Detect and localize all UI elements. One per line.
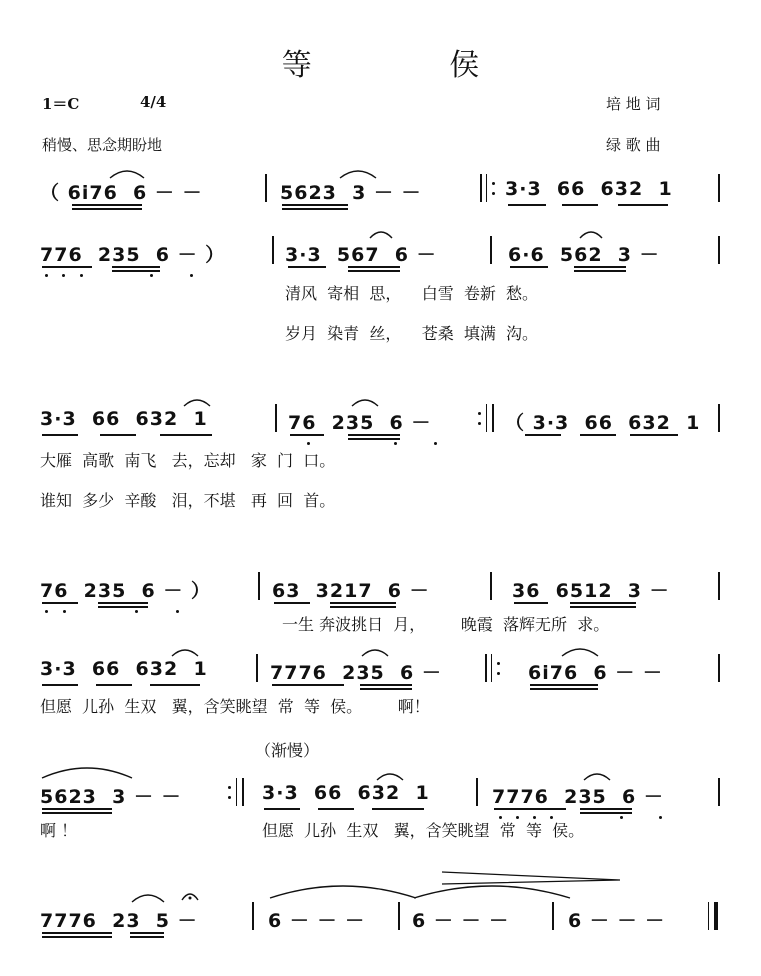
- barline: [552, 902, 554, 930]
- measure-segment: 3·3 66 632 1: [40, 408, 208, 430]
- lyric-line: 但愿 儿孙 生双 翼，含笑眺望 常 等 侯。: [262, 821, 585, 840]
- slur: [170, 646, 200, 658]
- tempo-marking: 稍慢、思念期盼地: [42, 136, 163, 154]
- slur: [108, 168, 146, 180]
- slur: [182, 396, 212, 408]
- repeat-dot: [497, 662, 500, 665]
- low-octave-dot: [394, 442, 397, 445]
- low-octave-dot: [63, 610, 66, 613]
- beam-line: [100, 434, 136, 436]
- beam-line: [580, 434, 616, 436]
- beam-line: [574, 270, 626, 272]
- time-signature: 4/4: [140, 93, 167, 111]
- beam-line: [360, 684, 412, 686]
- repeat-start-thin-line: [486, 174, 487, 202]
- slur: [338, 168, 378, 180]
- beam-line: [330, 602, 396, 604]
- tie: [268, 882, 418, 900]
- beam-line: [130, 936, 164, 938]
- final-thick-barline: [714, 902, 718, 930]
- beam-line: [42, 812, 112, 814]
- score-row-3: [0, 400, 761, 440]
- repeat-dot: [478, 422, 481, 425]
- diminuendo-icon: [440, 868, 625, 888]
- low-octave-dot: [45, 274, 48, 277]
- repeat-start-barline: [485, 654, 487, 682]
- beam-line: [98, 606, 148, 608]
- final-thin-barline: [708, 902, 709, 930]
- slur: [375, 770, 405, 782]
- beam-line: [525, 434, 561, 436]
- beam-line: [348, 434, 400, 436]
- low-octave-dot: [176, 610, 179, 613]
- beam-line: [42, 266, 92, 268]
- beam-line: [282, 204, 348, 206]
- repeat-dot: [228, 786, 231, 789]
- beam-line: [562, 204, 598, 206]
- slur: [582, 770, 612, 782]
- repeat-dot: [478, 412, 481, 415]
- score-row-2: [0, 232, 761, 272]
- fermata-icon: [180, 890, 200, 902]
- beam-line: [274, 602, 310, 604]
- barline: [718, 778, 720, 806]
- measure-segment: 7776 235 6 －: [492, 786, 664, 808]
- low-octave-dot: [150, 274, 153, 277]
- beam-line: [348, 438, 400, 440]
- beam-line: [530, 684, 598, 686]
- low-octave-dot: [620, 816, 623, 819]
- barline: [272, 236, 274, 264]
- repeat-start-thin-line: [491, 654, 492, 682]
- barline: [476, 778, 478, 806]
- beam-line: [494, 808, 566, 810]
- slur: [578, 228, 604, 240]
- measure-segment: 5623 3 － －: [280, 182, 422, 204]
- barline: [256, 654, 258, 682]
- measure-segment: 6 － － －: [568, 910, 666, 932]
- beam-line: [98, 602, 148, 604]
- lyric-line: 清风 寄相 思， 白雪 卷新 愁。: [285, 284, 539, 303]
- key-signature: 1＝C: [42, 95, 80, 113]
- song-title: [0, 40, 761, 84]
- beam-line: [290, 434, 324, 436]
- low-octave-dot: [659, 816, 662, 819]
- measure-segment: 7776 235 6 －: [270, 662, 442, 684]
- barline: [718, 572, 720, 600]
- measure-segment: 6 － － －: [268, 910, 366, 932]
- slur: [368, 228, 394, 240]
- measure-segment: 76 235 6 － ）: [40, 580, 212, 602]
- beam-line: [348, 266, 400, 268]
- beam-line: [282, 208, 348, 210]
- repeat-dot: [228, 796, 231, 799]
- barline: [490, 236, 492, 264]
- measure-segment: 3·3 567 6 －: [285, 244, 437, 266]
- lyric-line: 谁知 多少 辛酸 泪，不堪 再 回 首。: [40, 491, 336, 510]
- slur: [360, 646, 390, 658]
- beam-line: [530, 688, 598, 690]
- measure-segment: 76 235 6 －: [288, 412, 432, 434]
- beam-line: [574, 266, 626, 268]
- measure-segment: 6 － － －: [412, 910, 510, 932]
- lyric-line: 岁月 染青 丝， 苍桑 填满 沟。: [285, 324, 539, 343]
- score-row-6: [0, 774, 761, 814]
- repeat-end-thin-line: [236, 778, 237, 806]
- low-octave-dot: [62, 274, 65, 277]
- barline: [398, 902, 400, 930]
- barline: [275, 404, 277, 432]
- low-octave-dot: [307, 442, 310, 445]
- measure-segment: 3·3 66 632 1: [40, 658, 208, 680]
- low-octave-dot: [434, 442, 437, 445]
- barline: [718, 236, 720, 264]
- slur: [130, 892, 166, 904]
- repeat-start-barline: [480, 174, 482, 202]
- beam-line: [318, 808, 354, 810]
- score-row-4: [0, 568, 761, 608]
- measure-segment: 5623 3 － －: [40, 786, 182, 808]
- beam-line: [508, 204, 546, 206]
- beam-line: [330, 606, 396, 608]
- lyric-line: 但愿 儿孙 生双 翼，含笑眺望 常 等 侯。 啊！: [40, 697, 430, 716]
- beam-line: [372, 808, 424, 810]
- score-row-7: [0, 898, 761, 938]
- beam-line: [42, 684, 78, 686]
- beam-line: [288, 266, 326, 268]
- low-octave-dot: [190, 274, 193, 277]
- slur: [40, 766, 134, 780]
- beam-line: [42, 434, 78, 436]
- score-row-1: [0, 170, 761, 210]
- beam-line: [272, 684, 344, 686]
- composer-credit: 绿 歌 曲: [606, 136, 661, 154]
- beam-line: [570, 606, 636, 608]
- barline: [718, 404, 720, 432]
- beam-line: [264, 808, 300, 810]
- low-octave-dot: [45, 610, 48, 613]
- measure-segment: 7776 23 5 －: [40, 910, 198, 932]
- beam-line: [580, 808, 632, 810]
- barline: [718, 654, 720, 682]
- barline: [718, 174, 720, 202]
- beam-line: [42, 936, 112, 938]
- beam-line: [160, 434, 212, 436]
- beam-line: [42, 808, 112, 810]
- measure-segment: 3·3 66 632 1: [262, 782, 430, 804]
- beam-line: [618, 204, 668, 206]
- beam-line: [72, 204, 142, 206]
- barline: [490, 572, 492, 600]
- repeat-dot: [497, 672, 500, 675]
- beam-line: [360, 688, 412, 690]
- measure-segment: （ 3·3 66 632 1: [505, 412, 701, 434]
- slur: [560, 646, 600, 658]
- repeat-end-barline: [242, 778, 244, 806]
- lyricist-credit: 培 地 词: [606, 95, 661, 113]
- beam-line: [42, 932, 112, 934]
- title-char-1: 等: [281, 48, 312, 83]
- barline: [252, 902, 254, 930]
- lyric-line: 一生 奔波挑日 月， 晚霞 落辉无所 求。: [282, 615, 610, 634]
- measure-segment: 6·6 562 3 －: [508, 244, 660, 266]
- measure-segment: 776 235 6 － ）: [40, 244, 226, 266]
- repeat-dot: [492, 182, 495, 185]
- beam-line: [130, 932, 164, 934]
- slur: [350, 396, 380, 408]
- barline: [265, 174, 267, 202]
- repeat-end-barline: [492, 404, 494, 432]
- tempo-change-marking: （渐慢）: [255, 741, 320, 760]
- repeat-dot: [492, 192, 495, 195]
- beam-line: [570, 602, 636, 604]
- repeat-end-thin-line: [486, 404, 487, 432]
- title-char-2: 侯: [449, 48, 480, 83]
- measure-segment: 36 6512 3 －: [512, 580, 670, 602]
- measure-segment: 63 3217 6 －: [272, 580, 430, 602]
- beam-line: [514, 602, 548, 604]
- beam-line: [112, 266, 160, 268]
- measure-segment: （ 6i76 6 － －: [40, 182, 203, 204]
- lyric-line: 大雁 高歌 南飞 去，忘却 家 门 口。: [40, 451, 336, 470]
- low-octave-dot: [135, 610, 138, 613]
- low-octave-dot: [80, 274, 83, 277]
- barline: [258, 572, 260, 600]
- beam-line: [112, 270, 160, 272]
- beam-line: [630, 434, 678, 436]
- beam-line: [42, 602, 78, 604]
- lyric-line: 啊 ！: [40, 821, 78, 840]
- measure-segment: 3·3 66 632 1: [505, 178, 673, 200]
- beam-line: [72, 208, 142, 210]
- beam-line: [348, 270, 400, 272]
- beam-line: [510, 266, 548, 268]
- score-row-5: [0, 650, 761, 690]
- beam-line: [580, 812, 632, 814]
- beam-line: [150, 684, 200, 686]
- measure-segment: 6i76 6 － －: [528, 662, 663, 684]
- beam-line: [96, 684, 132, 686]
